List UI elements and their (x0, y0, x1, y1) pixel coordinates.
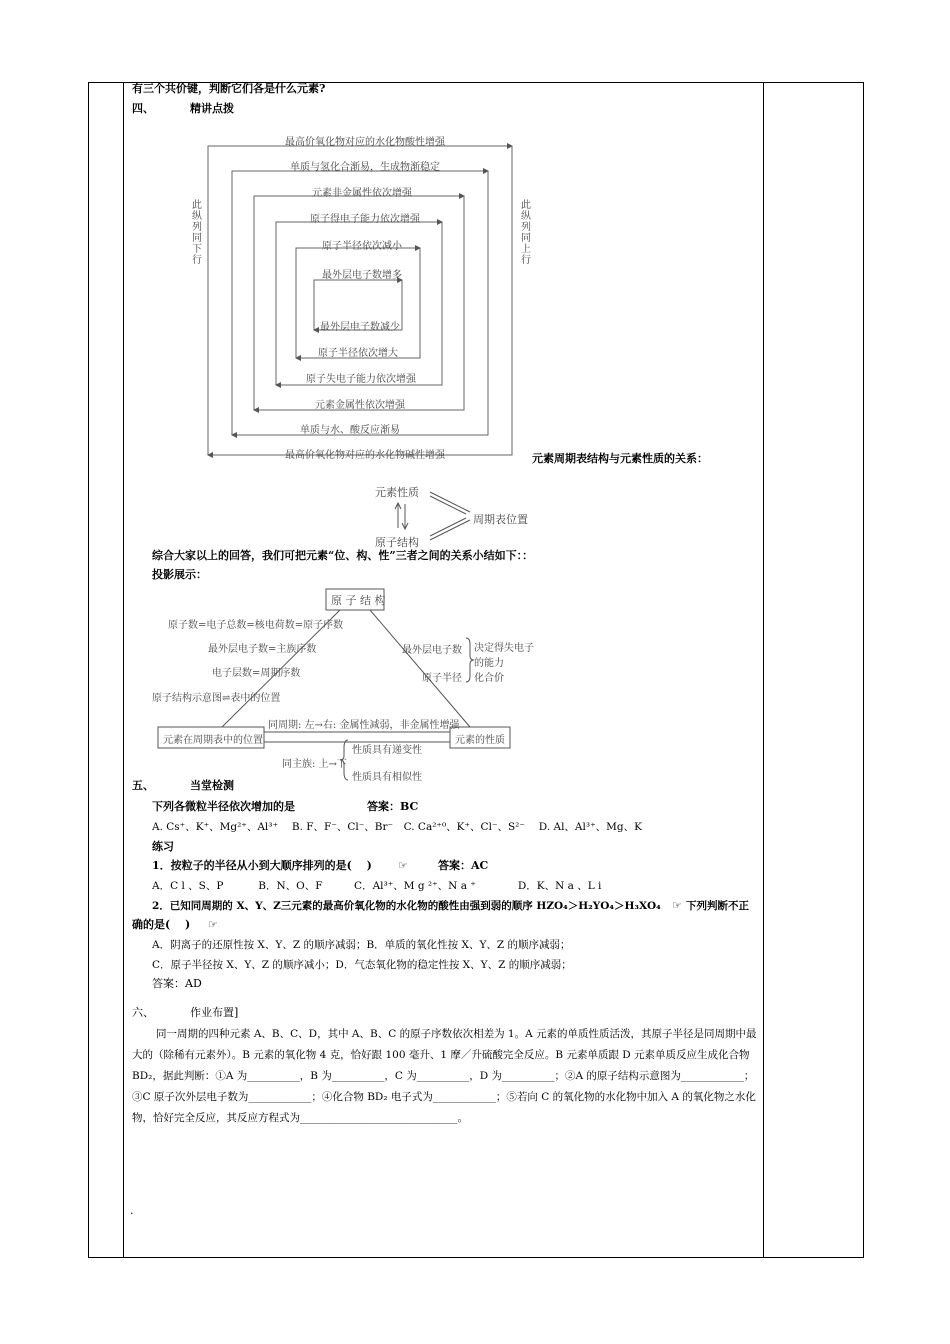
question1-options: A．C l 、S、P B．N、O、F C．Al³⁺、M g ²⁺、N a ⁺ D．K、N a 、L i (152, 880, 602, 892)
small-diagram-structure: 原子结构 (375, 536, 419, 549)
question2-tail: 下列判断不正 (686, 900, 749, 912)
triangle-bottom-brace-2: 性质具有相似性 (352, 772, 422, 783)
spiral-bottom-label-2: 原子半径依次增大 (318, 348, 398, 359)
spiral-bottom-label-5: 单质与水、酸反应渐易 (300, 425, 400, 436)
triangle-left-line-1: 原子数=电子总数=核电荷数=原子序数 (168, 620, 344, 631)
spiral-top-label-3: 元素非金属性依次增强 (312, 188, 412, 199)
triangle-left-line-3: 电子层数=周期序数 (212, 668, 301, 679)
question-answer: 答案：BC (367, 800, 419, 813)
practice-label: 练习 (152, 840, 174, 853)
triangle-left-line-2: 最外层电子数=主族序数 (208, 644, 317, 655)
triangle-left-box: 元素在周期表中的位置 (163, 735, 263, 746)
question1: 1．按粒子的半径从小到大顺序排列的是( ) (152, 859, 372, 872)
hand-pointer-icon: ☞ (398, 859, 408, 872)
spiral-left-vertical: 此 纵 列 同 下 行 (192, 200, 202, 266)
spiral-right-vertical: 此 纵 列 同 上 行 (521, 200, 531, 266)
section5-number: 五、 (132, 779, 154, 792)
top-line: 有三个共价键，判断它们各是什么元素? (132, 82, 326, 95)
question1-answer: 答案：AC (438, 859, 489, 872)
question2-line2: 确的是( ) (132, 918, 191, 931)
question2-options-cd: C．原子半径按 X、Y、Z 的顺序减小；D．气态氧化物的稳定性按 X、Y、Z 的顺序减弱； (152, 959, 572, 971)
triangle-right-brace-3: 化合价 (474, 673, 504, 684)
hand-pointer-icon: ☞ (672, 899, 682, 912)
question2-line1: 2．已知同周期的 X、Y、Z三元素的最高价氧化物的水化物的酸性由强到弱的顺序 HZO₄＞H₂YO₄＞H₃XO₄ (152, 900, 661, 912)
triangle-right-box: 元素的性质 (455, 735, 505, 746)
triangle-right-line-2: 原子半径 (422, 673, 462, 684)
spiral-top-label-1: 最高价氧化物对应的水化物酸性增强 (285, 137, 445, 148)
triangle-right-brace-2: 的能力 (474, 658, 504, 669)
hand-pointer-icon: ☞ (208, 918, 218, 931)
spiral-bottom-label-3: 原子失电子能力依次增强 (306, 374, 416, 385)
section4-number: 四、 (132, 102, 154, 115)
spiral-top-label-2: 单质与氢化合渐易，生成物渐稳定 (290, 162, 440, 173)
question-options: A. Cs⁺、K⁺、Mg²⁺、Al³⁺ B. F、F⁻、Cl⁻、Br⁻ C. Ca²⁺⁰、K⁺、Cl⁻、S²⁻ D. Al、Al³⁺、Mg、K (152, 821, 642, 833)
triangle-bottom-brace-1: 性质具有递变性 (352, 745, 422, 756)
section6-title: 作业布置] (190, 1006, 239, 1019)
triangle-bottom-period: 同周期: 左→右: 金属性减弱，非金属性增强 (268, 720, 460, 731)
relation-title: 元素周期表结构与元素性质的关系： (532, 452, 708, 465)
question2-options-ab: A．阴离子的还原性按 X、Y、Z 的顺序减弱；B．单质的氧化性按 X、Y、Z 的顺序减弱； (152, 939, 571, 951)
spiral-top-label-6: 最外层电子数增多 (322, 270, 402, 281)
small-diagram-prop: 元素性质 (375, 486, 419, 499)
question2-answer: 答案：AD (152, 977, 202, 990)
stray-dot: . (130, 1204, 134, 1217)
spiral-top-label-4: 原子得电子能力依次增强 (310, 214, 420, 225)
question-intro: 下列各微粒半径依次增加的是 (152, 800, 295, 813)
homework-paragraph: 同一周期的四种元素 A、B、C、D，其中 A、B、C 的原子序数依次相差为 1。A 元素的单质性质活泼，其原子半径是同周期中最大的（除稀有元素外）。B 元素的氧化物 4 克，恰好跟 100 毫升、1 摩／升硫酸完全反应。B 元素单质跟 D 元素单质反应生成化合物 BD₂，据此判断：①A 为__________，B 为__________，C 为__________，D 为__________；②A 的原子结构示意图为____________；③C 原子次外层电子数为____________；④化合物 BD₂ 电子式为____________；⑤若向 C 的氧化物的水化物中加入 A 的氧化物之水化物，恰好完全反应，其反应方程式为______________________________。 (132, 1028, 757, 1124)
triangle-right-brace-1: 决定得失电子 (474, 643, 534, 654)
section6-number: 六、 (132, 1006, 154, 1019)
triangle-bottom-group: 同主族: 上→下 (282, 759, 347, 770)
small-diagram-position: 周期表位置 (473, 513, 528, 526)
triangle-left-line-4: 原子结构示意图⇌表中的位置 (152, 693, 281, 704)
triangle-right-line-1: 最外层电子数 (402, 645, 462, 656)
spiral-bottom-label-1: 最外层电子数减少 (320, 322, 400, 333)
spiral-top-label-5: 原子半径依次减小 (322, 241, 402, 252)
spiral-bottom-label-4: 元素金属性依次增强 (315, 400, 405, 411)
summary-line: 综合大家以上的回答，我们可把元素“位、构、性”三者之间的关系小结如下：： (152, 549, 534, 562)
spiral-bottom-label-6: 最高价氧化物对应的水化物碱性增强 (285, 450, 445, 461)
section5-title: 当堂检测 (190, 779, 234, 792)
projection-label: 投影展示： (152, 568, 207, 581)
section4-title: 精讲点拨 (190, 102, 234, 115)
triangle-top: 原 子 结 构 (331, 594, 386, 607)
